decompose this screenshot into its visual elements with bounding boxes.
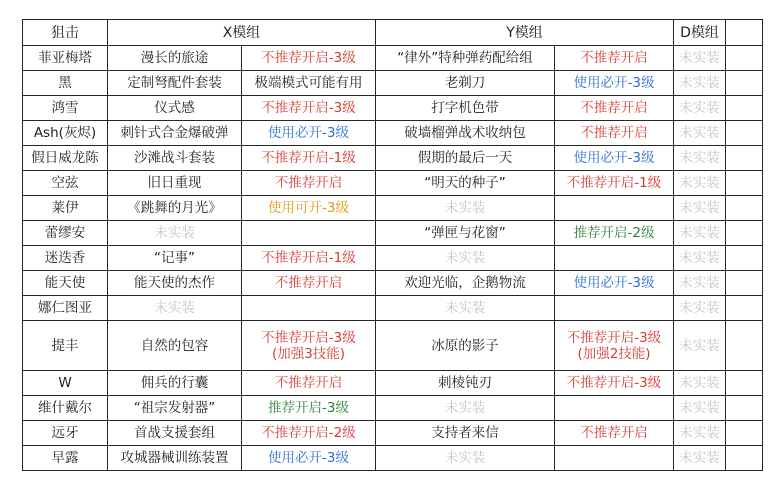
operator-name-cell: 早露	[23, 446, 108, 471]
x-module-name-cell: 仪式感	[108, 96, 242, 121]
module-recommendation-table	[22, 19, 763, 471]
y-module-status-cell	[555, 446, 674, 471]
d-module-cell: 未实装	[674, 121, 726, 146]
empty-cell	[726, 146, 763, 171]
d-module-cell: 未实装	[674, 396, 726, 421]
y-module-status-cell: 不推荐开启	[555, 46, 674, 71]
d-module-cell: 未实装	[674, 446, 726, 471]
d-module-cell: 未实装	[674, 71, 726, 96]
table-row	[23, 121, 763, 146]
empty-cell	[726, 296, 763, 321]
y-module-status-cell	[555, 246, 674, 271]
y-module-name-cell: 支持者来信	[376, 421, 555, 446]
operator-name-cell: 菲亚梅塔	[23, 46, 108, 71]
y-status-line: 不推荐开启-3级	[566, 329, 662, 346]
header-x-group: X模组	[108, 20, 376, 46]
x-module-name-cell: 沙滩战斗套装	[108, 146, 242, 171]
operator-name-cell: 黑	[23, 71, 108, 96]
header-name-col: 狙击	[23, 20, 108, 46]
x-module-status-cell	[242, 296, 376, 321]
empty-cell	[726, 71, 763, 96]
y-module-name-cell: “明天的种子”	[376, 171, 555, 196]
empty-cell	[726, 96, 763, 121]
x-module-name-cell: 佣兵的行囊	[108, 371, 242, 396]
d-module-cell: 未实装	[674, 321, 726, 371]
x-module-status-cell	[242, 221, 376, 246]
table-row	[23, 321, 763, 371]
x-module-status-cell: 使用必开-3级	[242, 121, 376, 146]
y-module-name-cell: “弹匣与花窗”	[376, 221, 555, 246]
operator-name-cell: 假日威龙陈	[23, 146, 108, 171]
y-module-name-cell: “律外”特种弹药配给组	[376, 46, 555, 71]
x-module-status-cell: 推荐开启-3级	[242, 396, 376, 421]
y-module-name-cell: 假期的最后一天	[376, 146, 555, 171]
operator-name-cell: 娜仁图亚	[23, 296, 108, 321]
x-module-status-cell: 不推荐开启-3级	[242, 96, 376, 121]
y-module-status-cell: 使用必开-3级	[555, 71, 674, 96]
y-module-name-cell: 未实装	[376, 446, 555, 471]
d-module-cell: 未实装	[674, 171, 726, 196]
empty-cell	[726, 321, 763, 371]
d-module-cell: 未实装	[674, 246, 726, 271]
y-module-name-cell: 破墙榴弹战术收纳包	[376, 121, 555, 146]
header-empty-cell	[726, 20, 763, 46]
x-module-name-cell: “祖宗发射器”	[108, 396, 242, 421]
operator-name-cell: 鸿雪	[23, 96, 108, 121]
y-module-status-cell: 不推荐开启-3级	[555, 371, 674, 396]
x-module-status-cell: 使用必开-3级	[242, 446, 376, 471]
table-row	[23, 446, 763, 471]
y-module-name-cell: 未实装	[376, 246, 555, 271]
x-module-name-cell: 未实装	[108, 221, 242, 246]
x-module-name-cell: 能天使的杰作	[108, 271, 242, 296]
table-row	[23, 296, 763, 321]
operator-name-cell: 远牙	[23, 421, 108, 446]
x-module-name-cell: 未实装	[108, 296, 242, 321]
x-module-name-cell: 刺针式合金爆破弹	[108, 121, 242, 146]
y-module-status-cell	[555, 321, 674, 371]
y-module-status-cell: 使用必开-3级	[555, 146, 674, 171]
d-module-cell: 未实装	[674, 146, 726, 171]
empty-cell	[726, 371, 763, 396]
x-module-name-cell: 自然的包容	[108, 321, 242, 371]
x-module-status-cell: 不推荐开启	[242, 371, 376, 396]
operator-name-cell: 提丰	[23, 321, 108, 371]
y-module-status-cell: 推荐开启-2级	[555, 221, 674, 246]
y-module-status-cell	[555, 396, 674, 421]
table-row	[23, 246, 763, 271]
x-module-status-cell	[242, 321, 376, 371]
operator-name-cell: 蕾缪安	[23, 221, 108, 246]
x-module-name-cell: “记事”	[108, 246, 242, 271]
y-module-status-cell: 使用必开-3级	[555, 271, 674, 296]
operator-name-cell: 莱伊	[23, 196, 108, 221]
y-module-status-cell: 不推荐开启-1级	[555, 171, 674, 196]
d-module-cell: 未实装	[674, 296, 726, 321]
operator-name-cell: 迷迭香	[23, 246, 108, 271]
table-row	[23, 271, 763, 296]
empty-cell	[726, 221, 763, 246]
x-module-status-cell: 不推荐开启-1级	[242, 246, 376, 271]
operator-name-cell: Ash(灰烬)	[23, 121, 108, 146]
empty-cell	[726, 446, 763, 471]
x-module-name-cell: 攻城器械训练装置	[108, 446, 242, 471]
x-module-name-cell: 旧日重现	[108, 171, 242, 196]
d-module-cell: 未实装	[674, 196, 726, 221]
empty-cell	[726, 421, 763, 446]
table-row	[23, 146, 763, 171]
x-module-status-cell: 不推荐开启-1级	[242, 146, 376, 171]
header-y-group: Y模组	[376, 20, 674, 46]
d-module-cell: 未实装	[674, 96, 726, 121]
y-module-name-cell: 未实装	[376, 396, 555, 421]
x-module-status-cell: 不推荐开启-3级	[242, 46, 376, 71]
table-row	[23, 371, 763, 396]
header-row	[23, 20, 763, 46]
d-module-cell: 未实装	[674, 421, 726, 446]
y-module-name-cell: 打字机色带	[376, 96, 555, 121]
operator-name-cell: 维什戴尔	[23, 396, 108, 421]
table-row	[23, 46, 763, 71]
empty-cell	[726, 196, 763, 221]
x-module-status-cell: 不推荐开启	[242, 271, 376, 296]
table-row	[23, 171, 763, 196]
x-status-line: 不推荐开启-3级	[261, 329, 356, 346]
table-row	[23, 396, 763, 421]
table-row	[23, 221, 763, 246]
y-module-name-cell: 欢迎光临，企鹅物流	[376, 271, 555, 296]
table-row	[23, 96, 763, 121]
table-body	[23, 20, 763, 471]
table-row	[23, 71, 763, 96]
operator-name-cell: 空弦	[23, 171, 108, 196]
y-status-note: (加强2技能)	[577, 345, 651, 362]
x-module-name-cell: 漫长的旅途	[108, 46, 242, 71]
empty-cell	[726, 271, 763, 296]
empty-cell	[726, 171, 763, 196]
table-row	[23, 421, 763, 446]
y-module-status-cell	[555, 196, 674, 221]
empty-cell	[726, 46, 763, 71]
y-module-name-cell: 老剃刀	[376, 71, 555, 96]
y-module-status-cell: 不推荐开启	[555, 421, 674, 446]
y-module-name-cell: 刺棱钝刃	[376, 371, 555, 396]
table-row	[23, 196, 763, 221]
d-module-cell: 未实装	[674, 221, 726, 246]
x-module-status-cell: 极端模式可能有用	[242, 71, 376, 96]
x-module-name-cell: 定制弩配件套装	[108, 71, 242, 96]
header-d-group: D模组	[674, 20, 726, 46]
operator-name-cell: W	[23, 371, 108, 396]
d-module-cell: 未实装	[674, 371, 726, 396]
empty-cell	[726, 246, 763, 271]
y-module-name-cell: 未实装	[376, 296, 555, 321]
d-module-cell: 未实装	[674, 271, 726, 296]
operator-name-cell: 能天使	[23, 271, 108, 296]
y-module-status-cell	[555, 296, 674, 321]
x-status-note: (加强3技能)	[271, 345, 346, 362]
x-module-status-cell: 使用可开-3级	[242, 196, 376, 221]
empty-cell	[726, 396, 763, 421]
x-module-name-cell: 首战支援套组	[108, 421, 242, 446]
y-module-name-cell: 冰原的影子	[376, 321, 555, 371]
y-module-name-cell: 未实装	[376, 196, 555, 221]
y-module-status-cell: 不推荐开启	[555, 96, 674, 121]
x-module-status-cell: 不推荐开启	[242, 171, 376, 196]
d-module-cell: 未实装	[674, 46, 726, 71]
empty-cell	[726, 121, 763, 146]
x-module-status-cell: 不推荐开启-2级	[242, 421, 376, 446]
y-module-status-cell: 不推荐开启	[555, 121, 674, 146]
x-module-name-cell: 《跳舞的月光》	[108, 196, 242, 221]
